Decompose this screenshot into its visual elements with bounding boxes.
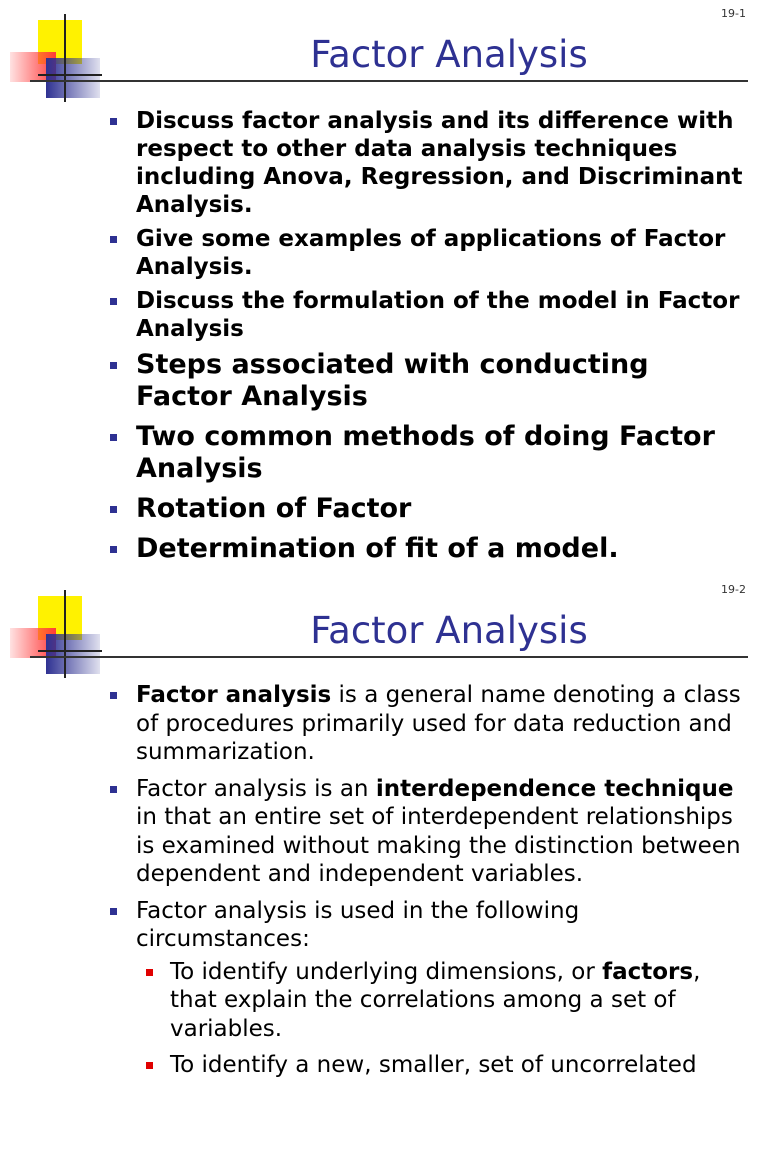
slide-number: 19-2	[721, 583, 746, 596]
term-bold: factors	[602, 958, 694, 985]
slide-number: 19-1	[721, 7, 746, 20]
title-divider	[30, 656, 748, 658]
bullet-text: is a general name denoting a class of procedures primarily used for data reduction and summarization.	[136, 682, 741, 765]
slide-logo-icon	[0, 0, 110, 110]
bullet-item: Discuss the formulation of the model in Factor Analysis	[110, 287, 750, 343]
sub-bullet-list	[136, 958, 750, 1080]
logo-horizontal-line	[38, 74, 102, 76]
bullet-item: Give some examples of applications of Factor Analysis.	[110, 225, 750, 281]
bullet-list	[110, 681, 750, 1088]
slide-title: Factor Analysis	[310, 609, 588, 652]
bullet-text: in that an entire set of interdependent relationships is examined without making the distinction between dependent and independent variables.	[136, 804, 741, 887]
slide-title: Factor Analysis	[310, 33, 588, 76]
bullet-text: To identify underlying dimensions, or	[170, 958, 603, 985]
logo-blue-square	[46, 58, 100, 98]
logo-blue-square	[46, 634, 100, 674]
term-bold: interdependence technique	[375, 775, 734, 802]
bullet-item	[110, 775, 750, 889]
bullet-item: Determination of fit of a model.	[110, 533, 750, 565]
bullet-item: Steps associated with conducting Factor Analysis	[110, 349, 750, 413]
slide-logo-icon	[0, 576, 110, 686]
logo-vertical-line	[64, 590, 66, 678]
term-bold: Factor analysis	[136, 682, 332, 708]
bullet-list	[110, 107, 750, 573]
bullet-text: Factor analysis is used in the following circumstances:	[136, 897, 580, 952]
bullet-item	[110, 897, 750, 1080]
sub-bullet-item	[136, 958, 750, 1044]
title-divider	[30, 80, 748, 82]
bullet-item: Rotation of Factor	[110, 493, 750, 525]
bullet-text: , that explain the correlations among a set of variables.	[170, 958, 701, 1042]
logo-vertical-line	[64, 14, 66, 102]
sub-bullet-item: To identify a new, smaller, set of uncorrelated	[136, 1051, 750, 1080]
slide-2	[0, 576, 768, 1152]
logo-horizontal-line	[38, 650, 102, 652]
bullet-item: Two common methods of doing Factor Analysis	[110, 421, 750, 485]
bullet-text: Factor analysis is an	[136, 775, 376, 802]
bullet-item: Discuss factor analysis and its difference with respect to other data analysis techniques including Anova, Regression, and Discriminant Analysis.	[110, 107, 750, 219]
bullet-item	[110, 681, 750, 767]
